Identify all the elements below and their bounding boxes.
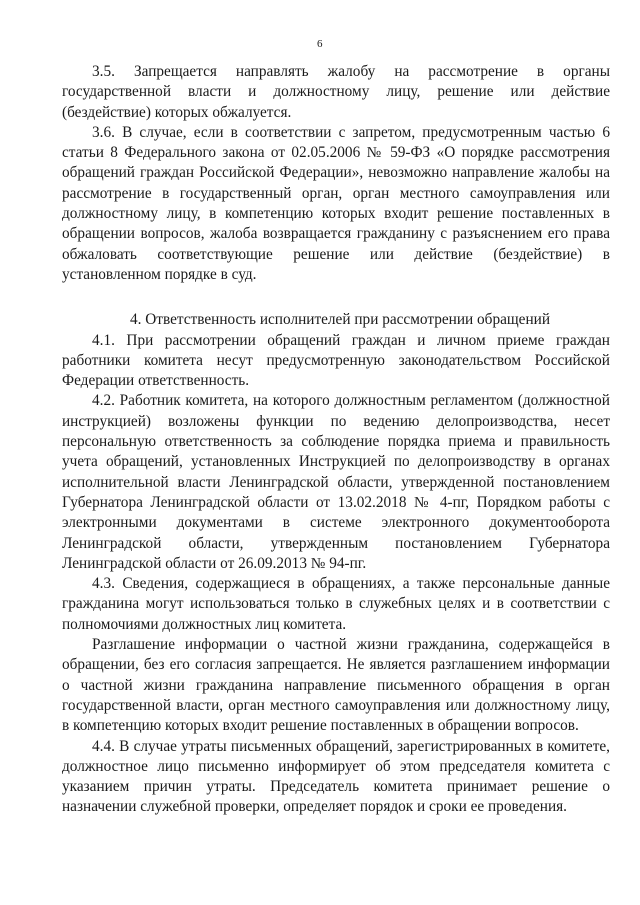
document-body	[62, 62, 610, 818]
section-4-heading: 4. Ответственность исполнителей при рассмотрении обращений	[129, 311, 551, 329]
paragraph-4-1: 4.1. При рассмотрении обращений граждан и личном приеме граждан работники комитета несут предусмотренную законодательством Российской Федерации ответственность.	[62, 331, 610, 390]
paragraph-4-2: 4.2. Работник комитета, на которого должностным регламентом (должностной инструкцией) возложены функции по ведению делопроизводства, несет персональную ответственность за соблюдение порядка приема и правильность учета обращений, установленных Инструкцией по делопроизводству в органах исполнительной власти Ленинградской области, утвержденной постановлением Губернатора Ленинградской области от 13.02.2018 № 4-пг, Порядком работы с электронными документами в системе электронного документооборота Ленинградской области, утвержденным постановлением Губернатора Ленинградской области от 26.09.2013 № 94-пг.	[62, 392, 610, 572]
page-number: 6	[317, 38, 323, 50]
paragraph-3-5: 3.5. Запрещается направлять жалобу на рассмотрение в органы государственной власти и должностному лицу, решение или действие (бездействие) которых обжалуется.	[62, 63, 610, 121]
paragraph-4-4: 4.4. В случае утраты письменных обращений, зарегистрированных в комитете, должностное лицо письменно информирует об этом председателя комитета с указанием причин утраты. Председатель комитета принимает решение о назначении служебной проверки, определяет порядок и сроки ее проведения.	[62, 737, 610, 816]
paragraph-disclosure: Разглашение информации о частной жизни гражданина, содержащейся в обращении, без его согласия запрещается. Не является разглашением информации о частной жизни гражданина направление письменного обращения в орган государственной власти, орган местного самоуправления или должностному лицу, в компетенцию которых входит решение поставленных в обращении вопросов.	[62, 636, 610, 735]
paragraph-3-6: 3.6. В случае, если в соответствии с запретом, предусмотренным частью 6 статьи 8 Федерального закона от 02.05.2006 № 59-ФЗ «О порядке рассмотрения обращений граждан Российской Федерации», невозможно направление жалобы на рассмотрение в государственный орган, орган местного самоуправления или должностному лицу, в компетенцию которых входит решение поставленных в обращении вопросов, жалоба возвращается гражданину с разъяснением его права обжаловать соответствующие решение или действие (бездействие) в установленном порядке в суд.	[62, 123, 610, 283]
paragraph-4-3: 4.3. Сведения, содержащиеся в обращениях, а также персональные данные гражданина могут использоваться только в служебных целях и в соответствии с полномочиями должностных лиц комитета.	[62, 575, 610, 633]
